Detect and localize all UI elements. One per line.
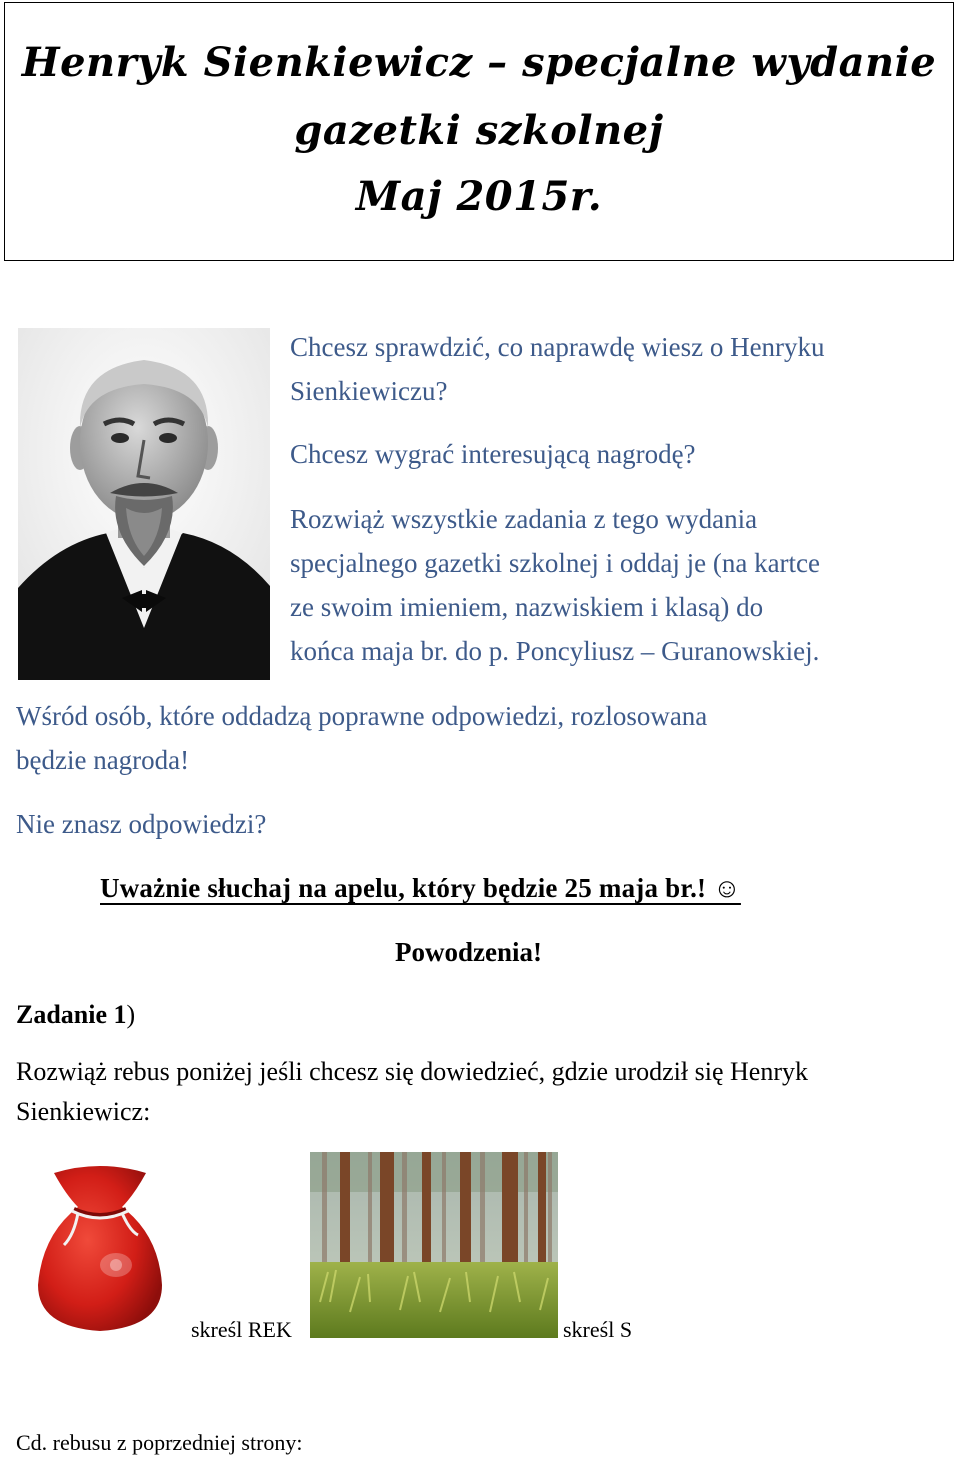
title-line-3: Maj 2015r. bbox=[355, 173, 603, 220]
intro-instructions-line-c: ze swoim imieniem, nazwiskiem i klasą) do bbox=[290, 592, 764, 622]
good-luck: Powodzenia! bbox=[395, 937, 542, 967]
intro-question-1-line-a: Chcesz sprawdzić, co naprawdę wiesz o Henryku bbox=[290, 332, 825, 362]
intro-question-1-line-b: Sienkiewiczu? bbox=[290, 376, 448, 406]
task-1-paren: ) bbox=[126, 1000, 136, 1029]
intro-instructions-line-b: specjalnego gazetki szkolnej i oddaj je (na kartce bbox=[290, 548, 821, 578]
task-1-instruction-line-a: Rozwiąż rebus poniżej jeśli chcesz się dowiedzieć, gdzie urodził się Henryk bbox=[16, 1057, 808, 1086]
task-1-instruction-line-b: Sienkiewicz: bbox=[16, 1097, 151, 1126]
intro-question-1 bbox=[290, 325, 825, 413]
listen-at-assembly: Uważnie słuchaj na apelu, który będzie 25 maja br.! ☺ bbox=[100, 873, 741, 903]
title-line-2: gazetki szkolnej bbox=[294, 107, 664, 154]
task-1-label: Zadanie 1 bbox=[16, 1000, 127, 1029]
hint-cross-out-rek: skreśl REK bbox=[191, 1317, 292, 1342]
pine-forest-picture bbox=[310, 1152, 558, 1338]
intro-instructions-line-a: Rozwiąż wszystkie zadania z tego wydania bbox=[290, 504, 758, 534]
sienkiewicz-portrait bbox=[18, 328, 270, 680]
intro-instructions-line-d: końca maja br. do p. Poncyliusz – Guranowskiej. bbox=[290, 636, 820, 666]
intro-question-2: Chcesz wygrać interesującą nagrodę? bbox=[290, 439, 696, 469]
intro-instructions bbox=[290, 497, 820, 673]
task-1-instruction bbox=[16, 1052, 808, 1132]
continued-rebus-note: Cd. rebusu z poprzedniej strony: bbox=[16, 1430, 303, 1455]
red-sack-picture bbox=[34, 1165, 166, 1335]
title-box bbox=[4, 2, 954, 261]
prize-draw-line-b: będzie nagroda! bbox=[16, 745, 190, 775]
prize-draw-line-a: Wśród osób, które oddadzą poprawne odpowiedzi, rozlosowana bbox=[16, 701, 708, 731]
no-answer-question: Nie znasz odpowiedzi? bbox=[16, 809, 267, 839]
title-line-1: Henryk Sienkiewicz – specjalne wydanie bbox=[21, 39, 937, 86]
hint-cross-out-s: skreśl S bbox=[563, 1317, 633, 1342]
task-1-heading bbox=[16, 993, 135, 1037]
prize-draw-text bbox=[16, 694, 707, 782]
